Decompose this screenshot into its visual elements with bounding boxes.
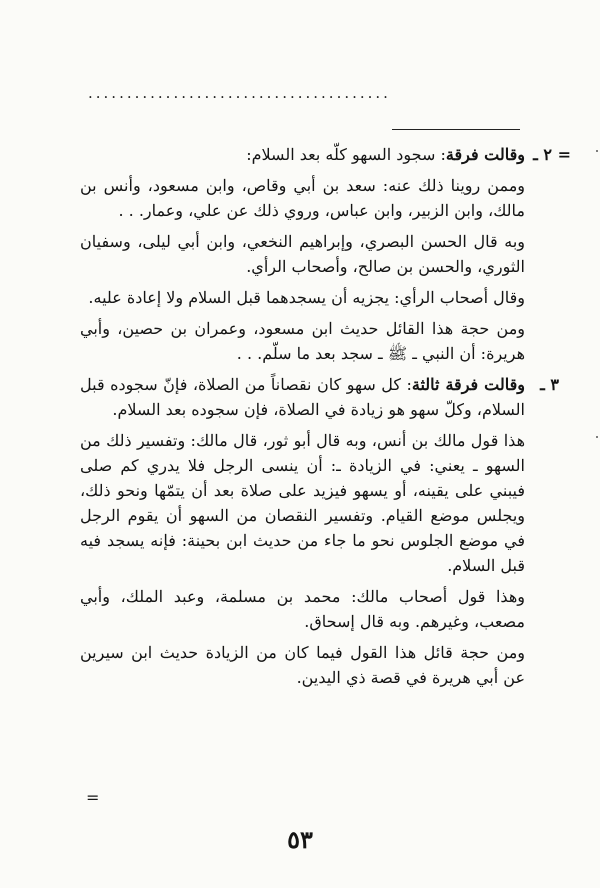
paragraph: ومن حجة هذا القائل حديث ابن مسعود، وعمران بن حصين، وأبي هريرة: أن النبي ـ ﷺ ـ سجد بعد ما سلّم. . .: [80, 319, 525, 363]
item-3-number: ٣ ـ: [540, 375, 559, 394]
page-number: ٥٣: [287, 825, 313, 854]
item-2-heading: وقالت فرقة: [445, 145, 525, 164]
item-2: [80, 142, 571, 167]
item-2-number: = ٢ ـ: [533, 145, 571, 164]
paragraph: وممن روينا ذلك عنه: سعد بن أبي وقاص، وابن مسعود، وأنس بن مالك، وابن الزبير، وابن عباس، وروي ذلك عن علي، وعمار. . .: [80, 176, 525, 220]
paragraph: وهذا قول أصحاب مالك: محمد بن مسلمة، وعبد الملك، وأبي مصعب، وغيرهم. وبه قال إسحاق.: [80, 587, 525, 631]
paragraph: ومن حجة قائل هذا القول فيما كان من الزيادة حديث ابن سيرين عن أبي هريرة في قصة ذي اليدين.: [80, 643, 525, 687]
paragraph: وبه قال الحسن البصري، وإبراهيم النخعي، وابن أبي ليلى، وسفيان الثوري، والحسن بن صالح، وأصحاب الرأي.: [80, 232, 526, 276]
main-text: [80, 142, 571, 690]
paragraph: وقال أصحاب الرأي: يجزيه أن يسجدهما قبل السلام ولا إعادة عليه.: [88, 288, 525, 307]
item-3: [80, 372, 559, 422]
scan-speck: [596, 150, 598, 152]
header-dotted-line: .......................................: [88, 84, 391, 102]
item-2-intro: : سجود السهو كلّه بعد السلام:: [246, 145, 446, 164]
item-3-heading: وقالت فرقة ثالثة: [411, 375, 525, 394]
item-3-intro: : كل سهو كان نقصاناً من الصلاة، فإنّ سجوده قبل السلام، وكلّ سهو هو زيادة في الصلاة، فإن سجوده بعد السلام.: [80, 375, 525, 419]
continuation-mark: =: [86, 788, 100, 807]
footnote-rule: [392, 129, 520, 130]
paragraph: هذا قول مالك بن أنس، وبه قال أبو ثور، قال مالك: وتفسير ذلك من السهو ـ يعني: في الزيادة ـ: أن ينسى الرجل فلا يدري كم صلى فيبني على يقينه، أو يسهو فيزيد على صلاة بعد أن يتمّها ونحو ذلك، ويجلس موضع القيام. وتفسير النقصان من السهو أن يقوم الرجل في موضع الجلوس نحو ما جاء من حديث ابن بحينة: فإنه يسجد فيه قبل السلام.: [80, 431, 525, 575]
scan-speck: [596, 436, 598, 438]
